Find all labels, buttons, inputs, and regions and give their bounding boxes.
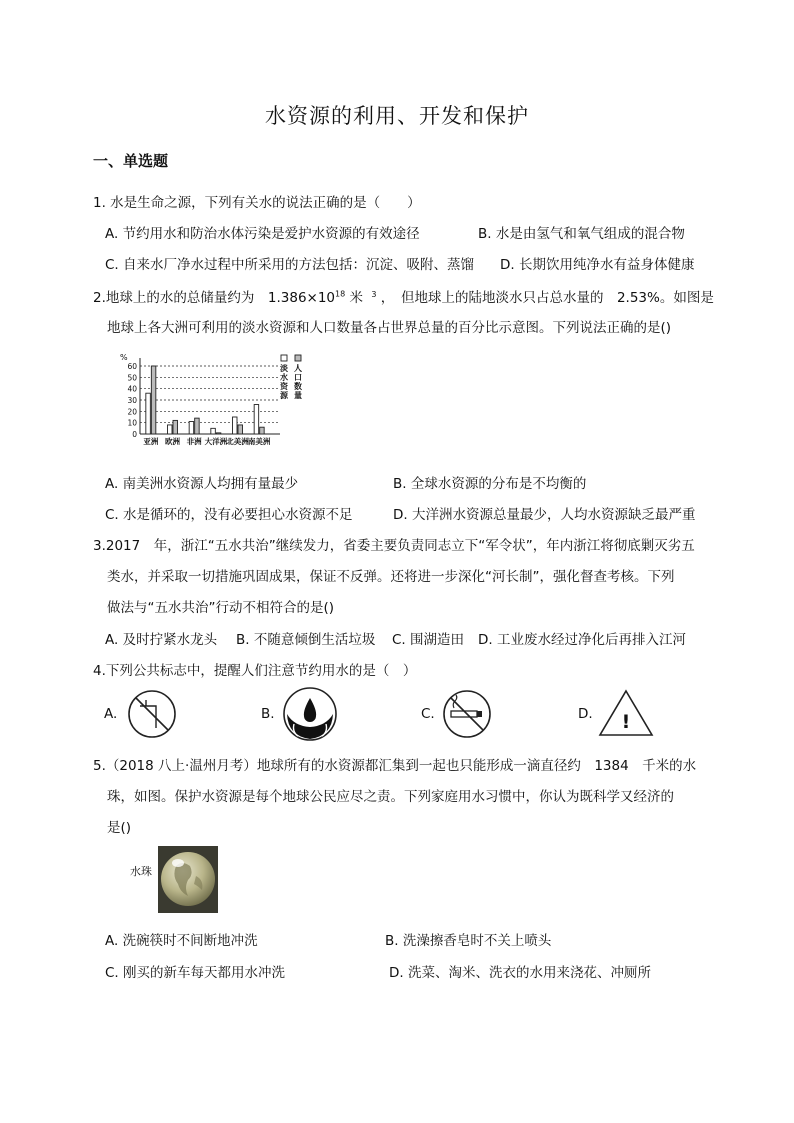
page-title: 水资源的利用、开发和保护: [265, 104, 529, 128]
chart-legend-char: 口: [294, 373, 302, 382]
chart-legend-char: 资: [280, 382, 288, 391]
question-4-option-d[interactable]: D.: [578, 706, 593, 722]
question-3-stem: 3.2017 年，浙江“五水共治”继续发力，省委主要负责同志立下“军令状”，年内浙江将彻底剿灭劣五: [93, 538, 695, 554]
water-saving-icon[interactable]: [282, 686, 338, 742]
chart-y-tick-label: 0: [132, 430, 137, 439]
question-2-stem-post: ， 但地球上的陆地淡水只占总水量的 2.53%。如图是: [380, 290, 714, 306]
chart-category-label: 大洋洲: [204, 437, 228, 446]
chart-bar-freshwater: [168, 425, 173, 434]
question-5-option-b[interactable]: B. 洗澡擦香皂时不关上喷头: [385, 933, 552, 949]
chart-category-label: 亚洲: [143, 437, 159, 446]
question-1-option-a[interactable]: A. 节约用水和防治水体污染是爱护水资源的有效途径: [105, 226, 420, 242]
chart-legend-char: 水: [280, 373, 288, 382]
section-heading: 一、单选题: [93, 152, 169, 170]
question-3-option-c[interactable]: C. 围湖造田: [392, 632, 465, 648]
question-4-option-c[interactable]: C.: [421, 706, 435, 722]
question-2-stem-pre: 2.地球上的水的总储量约为 1.386×10: [93, 290, 336, 306]
question-3-line-2: 类水，并采取一切措施巩固成果，保证不反弹。还将进一步深化“河长制”，强化督查考核。下列: [107, 569, 675, 585]
question-2-unit: 米: [349, 290, 364, 306]
chart-legend-swatch: [295, 355, 301, 361]
question-1-option-c[interactable]: C. 自来水厂净水过程中所采用的方法包括：沉淀、吸附、蒸馏: [105, 257, 475, 273]
question-3-option-a[interactable]: A. 及时拧紧水龙头: [105, 632, 218, 648]
chart-legend-char: 源: [280, 391, 288, 400]
question-2-option-d[interactable]: D. 大洋洲水资源总量最少，人均水资源缺乏最严重: [393, 507, 696, 523]
question-2-option-b[interactable]: B. 全球水资源的分布是不均衡的: [393, 476, 587, 492]
question-2-unit-exponent: 3: [371, 289, 377, 299]
chart-bar-freshwater: [189, 422, 194, 434]
chart-y-tick-label: 50: [127, 373, 137, 383]
question-5-stem: 5.（2018 八上·温州月考）地球所有的水资源都汇集到一起也只能形成一滴直径约 1384 千米的水: [93, 758, 697, 774]
question-2-line-2: 地球上各大洲可利用的淡水资源和人口数量各占世界总量的百分比示意图。下列说法正确的是(): [107, 320, 672, 336]
earth-water-drop-image: [158, 846, 218, 913]
chart-bar-population: [238, 425, 243, 434]
question-1-stem: 1. 水是生命之源，下列有关水的说法正确的是（ ）: [93, 195, 421, 211]
chart-category-label: 非洲: [186, 437, 202, 446]
chart-bar-freshwater: [146, 393, 151, 434]
question-2-exponent: 18: [335, 289, 346, 299]
chart-legend-swatch: [281, 355, 287, 361]
chart-bar-freshwater: [233, 417, 238, 434]
no-smoking-icon[interactable]: [441, 688, 493, 740]
chart-legend-char: 数: [294, 382, 302, 391]
question-4-stem: 4.下列公共标志中，提醒人们注意节约用水的是（ ）: [93, 663, 417, 679]
chart-y-tick-label: 60: [127, 362, 137, 371]
chart-bar-population: [195, 418, 200, 434]
question-4-option-a[interactable]: A.: [104, 706, 118, 722]
chart-bar-population: [173, 420, 178, 434]
question-3-line-3: 做法与“五水共治”行动不相符合的是(): [107, 600, 335, 616]
chart-y-tick-label: 10: [127, 418, 137, 428]
warning-exclamation: !: [621, 711, 631, 733]
question-5-option-c[interactable]: C. 刚买的新车每天都用水冲洗: [105, 965, 286, 981]
chart-bar-freshwater: [211, 428, 216, 434]
chart-category-label: 北美洲: [226, 437, 249, 446]
question-2-option-c[interactable]: C. 水是循环的，没有必要担心水资源不足: [105, 507, 353, 523]
question-5-line-2: 珠，如图。保护水资源是每个地球公民应尽之责。下列家庭用水习惯中，你认为既科学又经济的: [107, 789, 674, 805]
question-2-option-a[interactable]: A. 南美洲水资源人均拥有量最少: [105, 476, 299, 492]
chart-y-tick-label: 20: [127, 407, 137, 417]
chart-y-unit: %: [120, 353, 128, 362]
water-droplet-label: 水珠: [130, 865, 152, 878]
chart-legend-char: 淡: [280, 364, 288, 373]
chart-y-tick-label: 30: [127, 396, 137, 405]
warning-triangle-icon[interactable]: [598, 688, 654, 738]
chart-bar-population: [260, 427, 265, 434]
chart-legend-char: 人: [294, 364, 302, 373]
no-entry-sign-icon[interactable]: [126, 688, 178, 740]
water-population-chart: [118, 352, 308, 452]
chart-legend-char: 量: [294, 391, 302, 400]
question-1-option-b[interactable]: B. 水是由氢气和氧气组成的混合物: [478, 226, 685, 242]
question-5-option-a[interactable]: A. 洗碗筷时不间断地冲洗: [105, 933, 258, 949]
question-3-option-b[interactable]: B. 不随意倾倒生活垃圾: [236, 632, 376, 648]
chart-y-tick-label: 40: [127, 384, 137, 394]
question-1-option-d[interactable]: D. 长期饮用纯净水有益身体健康: [500, 257, 695, 273]
chart-bar-population: [151, 366, 156, 434]
chart-bar-population: [216, 433, 221, 434]
chart-category-label: 欧洲: [165, 437, 180, 446]
chart-category-label: 南美洲: [247, 437, 271, 446]
question-5-line-3: 是(): [107, 820, 132, 836]
question-3-option-d[interactable]: D. 工业废水经过净化后再排入江河: [478, 632, 686, 648]
chart-bar-freshwater: [254, 405, 259, 434]
question-4-option-b[interactable]: B.: [261, 706, 275, 722]
question-2-stem: [93, 286, 714, 306]
question-5-option-d[interactable]: D. 洗菜、淘米、洗衣的水用来浇花、冲厕所: [389, 965, 651, 981]
